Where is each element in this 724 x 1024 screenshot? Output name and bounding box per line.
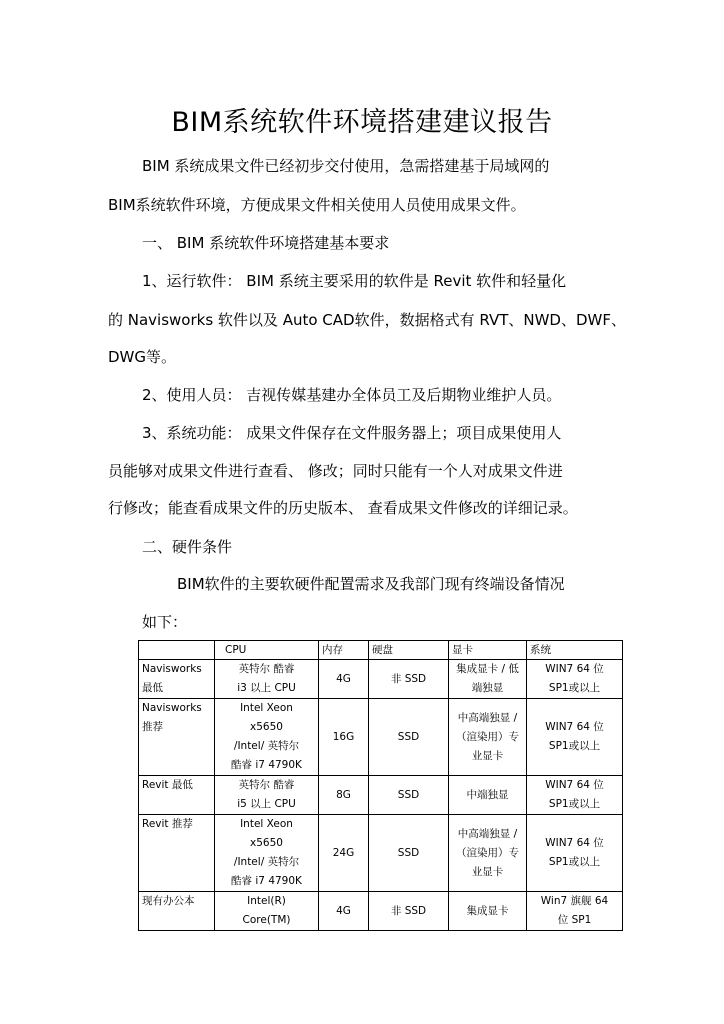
table-header-row [139,641,623,660]
hardware-spec-table [138,640,623,931]
table-row [139,892,623,931]
cpu-line: Intel Xeon [240,702,293,714]
item-3-line-3: 行修改；能查看成果文件的历史版本、 查看成果文件修改的详细记录。 [108,499,578,517]
cpu-cell [215,776,319,815]
table-row [139,815,623,892]
os-line: WIN7 64 位 [545,779,604,791]
cpu-line: /Intel/ 英特尔 [233,740,300,752]
header-cell-gpu: 显卡 [449,641,527,660]
gpu-line: 中端独显 [466,788,509,801]
gpu-line: 业显卡 [471,749,504,762]
cpu-cell [215,815,319,892]
item-3-line-1: 3、系统功能： 成果文件保存在文件服务器上；项目成果使用人 [142,424,562,442]
gpu-cell [449,892,527,931]
os-cell [527,776,623,815]
disk-cell: SSD [369,815,449,892]
gpu-line: 集成显卡 [466,904,509,917]
header-cell-empty [139,641,215,660]
row-name-line: Navisworks [142,663,202,675]
os-cell [527,660,623,699]
section-2-heading: 二、硬件条件 [142,538,233,556]
gpu-cell [449,815,527,892]
gpu-line: 中高端独显 / [457,827,518,840]
intro-line-1: BIM 系统成果文件已经初步交付使用，急需搭建基于局域网的 [142,157,550,175]
row-name-line: Revit 推荐 [142,818,193,830]
os-line: SP1或以上 [548,682,601,694]
cpu-line: i3 以上 CPU [237,682,296,694]
item-1-line-3: DWG等。 [108,348,177,366]
row-name-cell [139,892,215,931]
row-name-line: 最低 [142,682,163,694]
gpu-line: 集成显卡 / 低 [456,663,519,675]
cpu-cell [215,699,319,776]
table-row [139,660,623,699]
disk-cell: SSD [369,699,449,776]
row-name-line: 推荐 [142,721,163,733]
gpu-line: 端独显 [471,682,504,694]
table-row [139,776,623,815]
row-name-line: 现有办公本 [142,895,195,907]
os-cell [527,892,623,931]
gpu-cell [449,699,527,776]
cpu-line: 英特尔 酷睿 [238,779,295,791]
gpu-line: 中高端独显 / [457,711,518,724]
cpu-line: /Intel/ 英特尔 [233,856,300,868]
memory-cell: 24G [319,815,369,892]
header-cell-cpu: CPU [215,641,319,660]
cpu-line: x5650 [250,721,283,733]
item-1-line-2: 的 Navisworks 软件以及 Auto CAD软件，数据格式有 RVT、NWD、DWF、 [108,311,626,329]
document-title: BIM系统软件环境搭建建议报告 [171,107,553,138]
os-line: SP1或以上 [548,798,601,810]
memory-cell: 4G [319,660,369,699]
os-line: WIN7 64 位 [545,663,604,675]
memory-cell: 4G [319,892,369,931]
os-line: SP1或以上 [548,740,601,752]
gpu-line: 业显卡 [471,865,504,878]
os-line: 位 SP1 [557,914,592,926]
row-name-cell [139,776,215,815]
cpu-line: 英特尔 酷睿 [238,663,295,675]
section-2-para-line-2: 如下： [142,613,188,631]
section-1-heading: 一、 BIM 系统软件环境搭建基本要求 [142,234,390,252]
cpu-line: 酷睿 i7 4790K [231,875,302,887]
row-name-line: Navisworks [142,702,202,714]
intro-line-2: BIM系统软件环境，方便成果文件相关使用人员使用成果文件。 [108,196,526,214]
cpu-line: x5650 [250,837,283,849]
disk-cell: SSD [369,776,449,815]
memory-cell: 16G [319,699,369,776]
row-name-line: Revit 最低 [142,779,193,791]
os-line: Win7 旗舰 64 [540,895,609,907]
cpu-line: Core(TM) [242,914,291,926]
section-2-para-line-1: BIM软件的主要软硬件配置需求及我部门现有终端设备情况 [177,575,565,593]
item-3-line-2: 员能够对成果文件进行查看、 修改；同时只能有一个人对成果文件进 [108,462,563,480]
cpu-line: Intel(R) [247,895,286,907]
os-line: WIN7 64 位 [545,721,604,733]
row-name-cell [139,699,215,776]
cpu-cell [215,892,319,931]
row-name-cell [139,660,215,699]
disk-cell: 非 SSD [369,660,449,699]
disk-cell: 非 SSD [369,892,449,931]
os-line: WIN7 64 位 [545,837,604,849]
os-cell [527,815,623,892]
cpu-cell [215,660,319,699]
header-cell-os: 系统 [527,641,623,660]
cpu-line: 酷睿 i7 4790K [231,759,302,771]
os-line: SP1或以上 [548,856,601,868]
item-2: 2、使用人员： 吉视传媒基建办全体员工及后期物业维护人员。 [142,386,562,404]
cpu-line: Intel Xeon [240,818,293,830]
gpu-cell [449,776,527,815]
item-1-line-1: 1、运行软件： BIM 系统主要采用的软件是 Revit 软件和轻量化 [142,272,567,290]
gpu-line: （渲染用）专 [456,846,519,859]
memory-cell: 8G [319,776,369,815]
table-row [139,699,623,776]
gpu-cell [449,660,527,699]
cpu-line: i5 以上 CPU [237,798,296,810]
header-cell-memory: 内存 [319,641,369,660]
header-cell-disk: 硬盘 [369,641,449,660]
gpu-line: （渲染用）专 [456,730,519,743]
row-name-cell [139,815,215,892]
os-cell [527,699,623,776]
